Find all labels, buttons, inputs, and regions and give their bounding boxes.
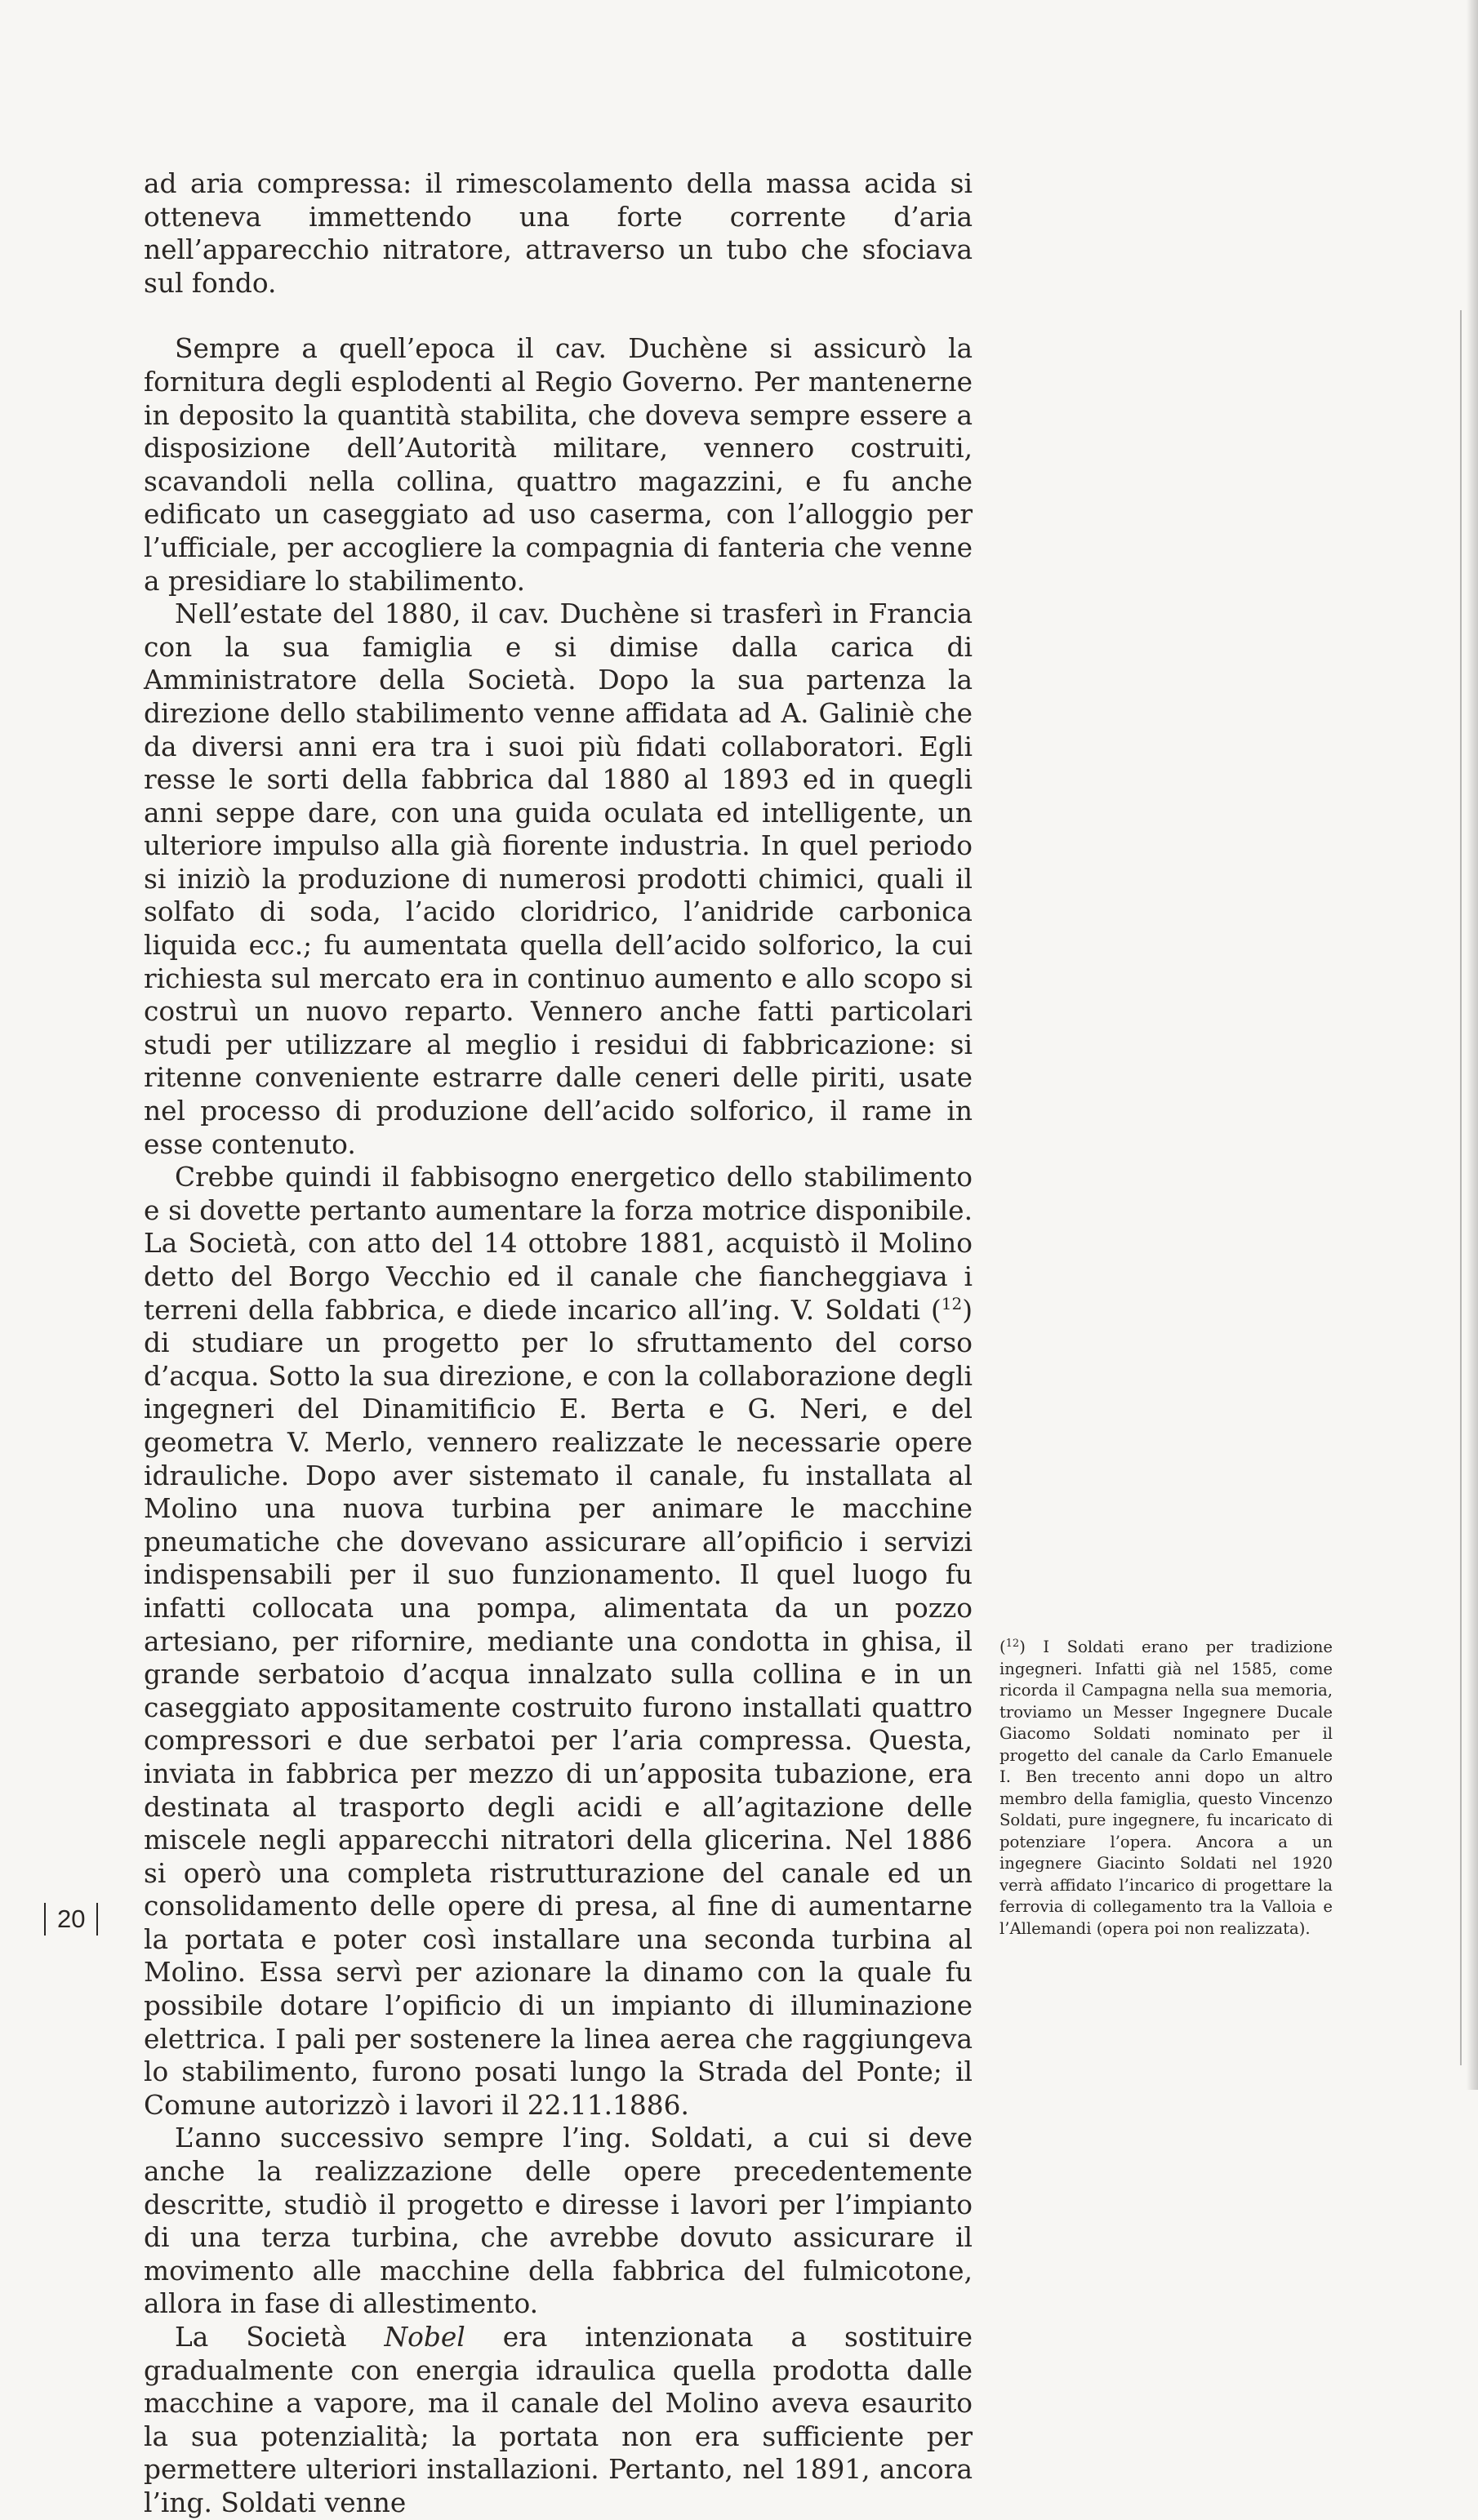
footnote-marker: 12 xyxy=(1005,1638,1020,1650)
paragraph-text: L’anno successivo sempre l’ing. Soldati, a cui si deve anche la realizzazione delle opere precedentemente descritte, studiò il progetto e diresse i lavori per l’impianto di una terza turbina, che avrebbe dovuto assicurare il movimento alle macchine della fabbrica del fulmicotone, allora in fase di allestimento. xyxy=(144,2122,973,2320)
paragraph-1 xyxy=(144,167,973,300)
scan-edge-shadow xyxy=(1467,0,1478,2090)
paragraph-text: La Società xyxy=(175,2322,385,2353)
page-number-left-rule xyxy=(44,1903,46,1936)
italic-term: Nobel xyxy=(384,2322,465,2353)
main-text-column xyxy=(144,167,973,2520)
paragraph-5 xyxy=(144,2122,973,2321)
paragraph-text: Sempre a quell’epoca il cav. Duchène si assicurò la fornitura degli esplodenti al Regio Governo. Per mantenerne in deposito la quantità stabilita, che doveva sempre essere a disposizione dell’Autorità militare, vennero costruiti, scavandoli nella collina, quattro magazzini, e fu anche edificato un caseggiato ad uso caserma, con l’alloggio per l’ufficiale, per accogliere la compagnia di fanteria che venne a presidiare lo stabilimento. xyxy=(144,333,973,597)
paragraph-3 xyxy=(144,598,973,1161)
footnote-text: I Soldati erano per tradizione ingegneri. Infatti già nel 1585, come ricorda il Campagna nella sua memoria, troviamo un Messer Ingegnere Ducale Giacomo Soldati nominato per il progetto del canale da Carlo Emanuele I. Ben trecento anni dopo un altro membro della famiglia, questo Vincenzo Soldati, pure ingegnere, fu incaricato di potenziare l’opera. Ancora a un ingegnere Giacinto Soldati nel 1920 verrà affidato l’incarico di progettare la ferrovia di collegamento tra la Valloia e l’Allemandi (opera poi non realizzata). xyxy=(999,1638,1333,1938)
footnote-reference-12: 12 xyxy=(941,1293,963,1313)
paragraph-6 xyxy=(144,2321,973,2520)
paragraph-text: Nell’estate del 1880, il cav. Duchène si trasferì in Francia con la sua famiglia e si dimise dalla carica di Amministratore della Società. Dopo la sua partenza la direzione dello stabilimento venne affidata ad A. Galiniè che da diversi anni era tra i suoi più fidati collaboratori. Egli resse le sorti della fabbrica dal 1880 al 1893 ed in quegli anni seppe dare, con una guida oculata ed intelligente, un ulteriore impulso alla già fiorente industria. In quel periodo si iniziò la produzione di numerosi prodotti chimici, quali il solfato di soda, l’acido cloridrico, l’anidride carbonica liquida ecc.; fu aumentata quella dell’acido solforico, la cui richiesta sul mercato era in continuo aumento e allo scopo si costruì un nuovo reparto. Vennero anche fatti particolari studi per utilizzare al meglio i residui di fabbricazione: si ritenne conveniente estrarre dalle ceneri delle piriti, usate nel processo di produzione dell’acido solforico, il rame in esse contenuto. xyxy=(144,598,973,1160)
footnote-12: ($^{12}$) I Soldati erano per tradizione ingegneri. Infatti già nel 1585, come ricorda il Campagna nella sua memoria, troviamo un Messer Ingegnere Ducale Giacomo Soldati nominato per il progetto del canale da Carlo Emanuele I. Ben trecento anni dopo un altro membro della famiglia, questo Vincenzo Soldati, pure ingegnere, fu incaricato di potenziare l’opera. Ancora a un ingegnere Giacinto Soldati nel 1920 verrà affidato l’incarico di progettare la ferrovia di collegamento tra la Valloia e l’Allemandi (opera poi non realizzata). xyxy=(999,1638,1333,1938)
paragraph-4 xyxy=(144,1161,973,2122)
paragraph-text: Crebbe quindi il fabbisogno energetico dello stabilimento e si dovette pertanto aumentare la forza motrice disponibile. La Società, con atto del 14 ottobre 1881, acquistò il Molino detto del Borgo Vecchio ed il canale che fiancheggiava i terreni della fabbrica, e diede incarico all’ing. V. Soldati ( xyxy=(144,1162,973,1326)
page-number-block xyxy=(44,1902,98,1936)
page-number: 20 xyxy=(57,1904,86,1933)
page-number-right-rule xyxy=(96,1903,98,1936)
paragraph-text: ) di studiare un progetto per lo sfruttamento del corso d’acqua. Sotto la sua direzione, e con la collaborazione degli ingegneri del Dinamitificio E. Berta e G. Neri, e del geometra V. Merlo, vennero realizzate le necessarie opere idrauliche. Dopo aver sistemato il canale, fu installata al Molino una nuova turbina per animare le macchine pneumatiche che dovevano assicurare all’opificio i servizi indispensabili per il suo funzionamento. Il quel luogo fu infatti collocata una pompa, alimentata da un pozzo artesiano, per rifornire, mediante una condotta in ghisa, il grande serbatoio d’acqua innalzato sulla collina e in un caseggiato appositamente costruito furono installati quattro compressori e due serbatoi per l’aria compressa. Questa, inviata in fabbrica per mezzo di un’apposita tubazione, era destinata al trasporto degli acidi e all’agitazione delle miscele negli apparecchi nitratori della glicerina. Nel 1886 si operò una completa ristrutturazione del canale ed un consolidamento delle opere di presa, al fine di aumentarne la portata e poter così installare una seconda turbina al Molino. Essa servì per azionare la dinamo con la quale fu possibile dotare l’opificio di un impianto di illuminazione elettrica. I pali per sostenere la linea aerea che raggiungeva lo stabilimento, furono posati lungo la Strada del Ponte; il Comune autorizzò i lavori il 22.11.1886. xyxy=(144,1294,973,2121)
paragraph-text: era intenzionata a sostituire gradualmente con energia idraulica quella prodotta dalle macchine a vapore, ma il canale del Molino aveva esaurito la sua potenzialità; la portata non era sufficiente per permettere ulteriori installazioni. Pertanto, nel 1891, ancora l’ing. Soldati venne xyxy=(144,2322,973,2518)
scan-edge-line xyxy=(1460,310,1462,2065)
paragraph-text: ad aria compressa: il rimescolamento della massa acida si otteneva immettendo una forte corrente d’aria nell’apparecchio nitratore, attraverso un tubo che sfociava sul fondo. xyxy=(144,168,973,299)
paragraph-2 xyxy=(144,332,973,598)
